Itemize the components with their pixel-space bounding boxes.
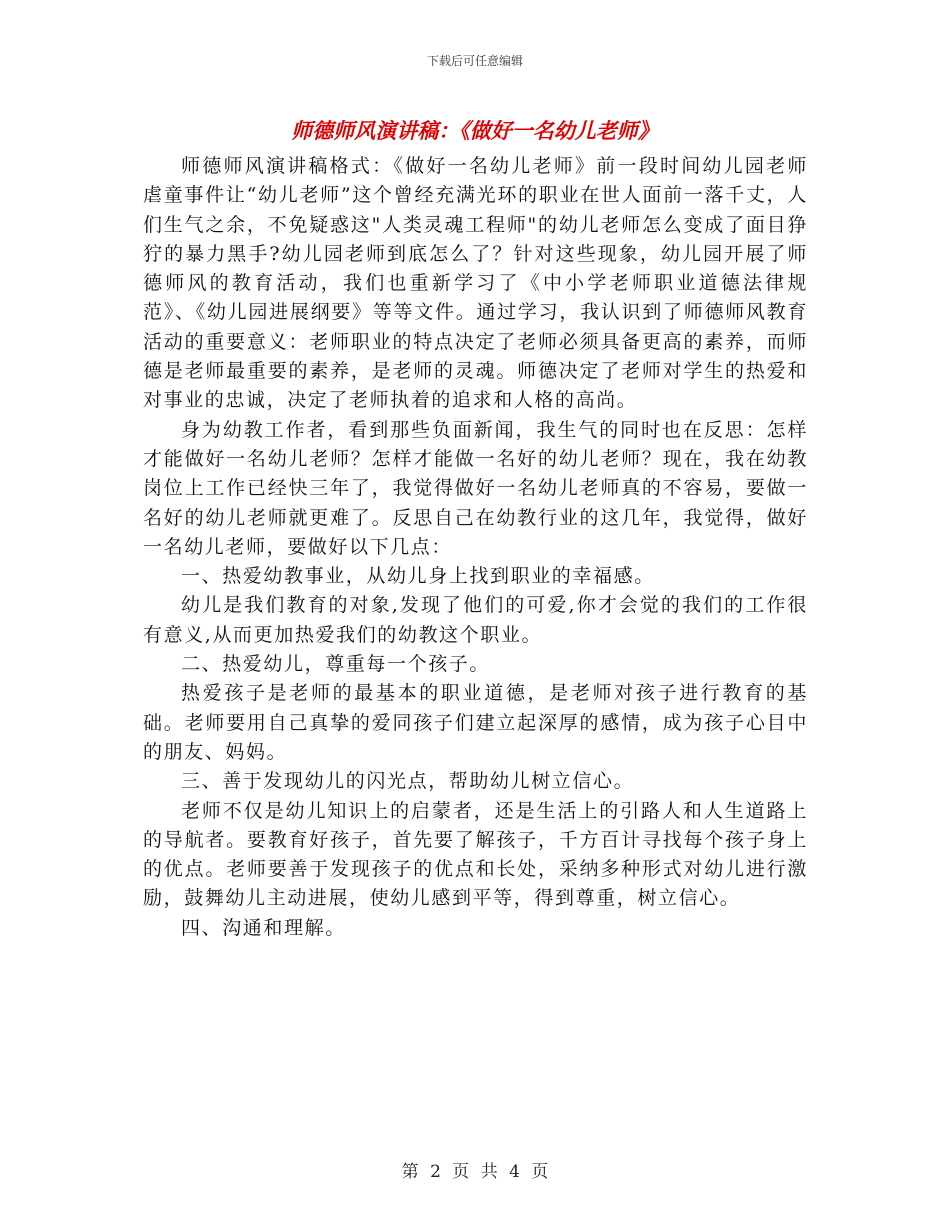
header-note: 下载后可任意编辑	[426, 54, 523, 68]
section-heading-2: 二、热爱幼儿，尊重每一个孩子。	[181, 653, 491, 676]
section-heading-3: 三、善于发现幼儿的闪光点，帮助幼儿树立信心。	[181, 770, 635, 793]
paragraph-section-3: 老师不仅是幼儿知识上的启蒙者，还是生活上的引路人和人生道路上的导航者。要教育好孩子，首先要了解孩子，千方百计寻找每个孩子身上的优点。老师要善于发现孩子的优点和长处，采纳多种形式对幼儿进行激励，鼓舞幼儿主动进展，使幼儿感到平等，得到尊重，树立信心。	[143, 799, 808, 910]
document-title: 师德师风演讲稿：《做好一名幼儿老师》	[291, 119, 659, 143]
section-heading-1: 一、热爱幼教事业，从幼儿身上找到职业的幸福感。	[181, 565, 655, 588]
paragraph-intro: 师德师风演讲稿格式：《做好一名幼儿老师》前一段时间幼儿园老师虐童事件让“幼儿老师”这个曾经充满光环的职业在世人面前一落千丈，人们生气之余，不免疑惑这"人类灵魂工程师"的幼儿老师怎么变成了面目狰狞的暴力黑手?幼儿园老师到底怎么了？针对这些现象，幼儿园开展了师德师风的教育活动，我们也重新学习了《中小学老师职业道德法律规范》、《幼儿园进展纲要》等等文件。通过学习，我认识到了师德师风教育活动的重要意义：老师职业的特点决定了老师必须具备更高的素养，而师德是老师最重要的素养，是老师的灵魂。师德决定了老师对学生的热爱和对事业的忠诚，决定了老师执着的追求和人格的高尚。	[143, 155, 808, 412]
paragraph-section-1: 幼儿是我们教育的对象,发现了他们的可爱,你才会觉的我们的工作很有意义,从而更加热爱我们的幼教这个职业。	[143, 594, 808, 646]
page-number-footer: 第 2 页 共 4 页	[401, 1162, 549, 1182]
paragraph-reflection: 身为幼教工作者，看到那些负面新闻，我生气的同时也在反思：怎样才能做好一名幼儿老师？怎样才能做一名好的幼儿老师？现在，我在幼教岗位上工作已经快三年了，我觉得做好一名幼儿老师真的不容易，要做一名好的幼儿老师就更难了。反思自己在幼教行业的这几年，我觉得，做好一名幼儿老师，要做好以下几点：	[143, 418, 808, 558]
section-heading-4: 四、沟通和理解。	[181, 916, 346, 939]
document-body	[143, 152, 808, 943]
paragraph-section-2: 热爱孩子是老师的最基本的职业道德，是老师对孩子进行教育的基础。老师要用自己真挚的爱同孩子们建立起深厚的感情，成为孩子心目中的朋友、妈妈。	[143, 682, 808, 763]
